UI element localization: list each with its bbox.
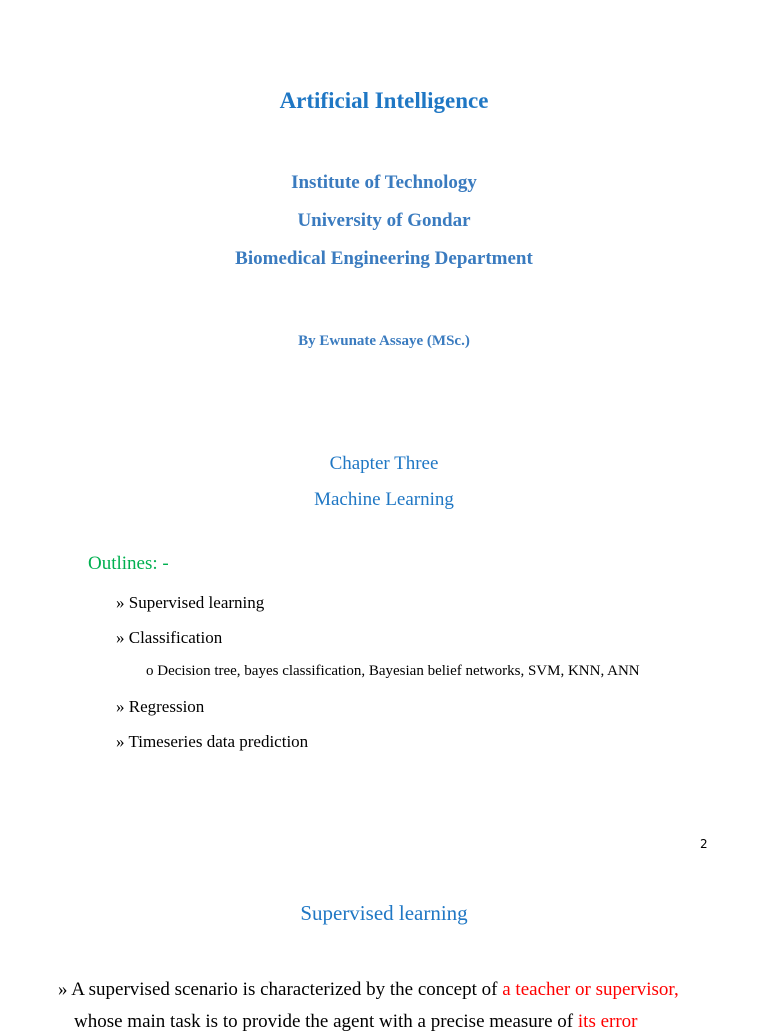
outline-subitem (146, 663, 640, 680)
outline-item (116, 697, 204, 717)
bullet-glyph: » (116, 732, 125, 751)
section-title: Supervised learning (300, 901, 468, 925)
outline-item-label: Timeseries data prediction (128, 732, 309, 751)
bullet-glyph: » (116, 628, 125, 647)
document-title: Artificial Intelligence (279, 88, 489, 113)
outlines-heading: Outlines: - (88, 553, 169, 574)
bullet-glyph: » (116, 697, 125, 716)
paragraph-line (74, 1011, 638, 1033)
bullet-glyph: » (58, 979, 68, 1000)
outline-item (116, 628, 222, 648)
university-name: University of Gondar (297, 210, 471, 231)
circle-bullet-glyph: o (146, 663, 154, 679)
department-name: Biomedical Engineering Department (235, 248, 533, 269)
outline-item-label: Classification (128, 628, 223, 647)
outline-item (116, 732, 308, 752)
emphasis-text: a teacher or supervisor, (502, 979, 679, 1000)
institute-name: Institute of Technology (291, 172, 477, 193)
paragraph-text: A supervised scenario is characterized by the concept of (71, 979, 503, 1000)
outline-subitem-label: Decision tree, bayes classification, Bayesian belief networks, SVM, KNN, ANN (157, 663, 640, 679)
outline-item-label: Supervised learning (128, 593, 265, 612)
page-number: 2 (700, 837, 708, 851)
paragraph-text: whose main task is to provide the agent with a precise measure of (74, 1011, 578, 1032)
outline-item (116, 593, 264, 613)
emphasis-text: its error (577, 1011, 638, 1032)
author-line: By Ewunate Assaye (MSc.) (298, 333, 470, 349)
outline-item-label: Regression (128, 697, 205, 716)
paragraph-line (58, 979, 679, 1001)
bullet-glyph: » (116, 593, 125, 612)
chapter-name: Machine Learning (314, 489, 454, 510)
chapter-number: Chapter Three (329, 453, 439, 474)
